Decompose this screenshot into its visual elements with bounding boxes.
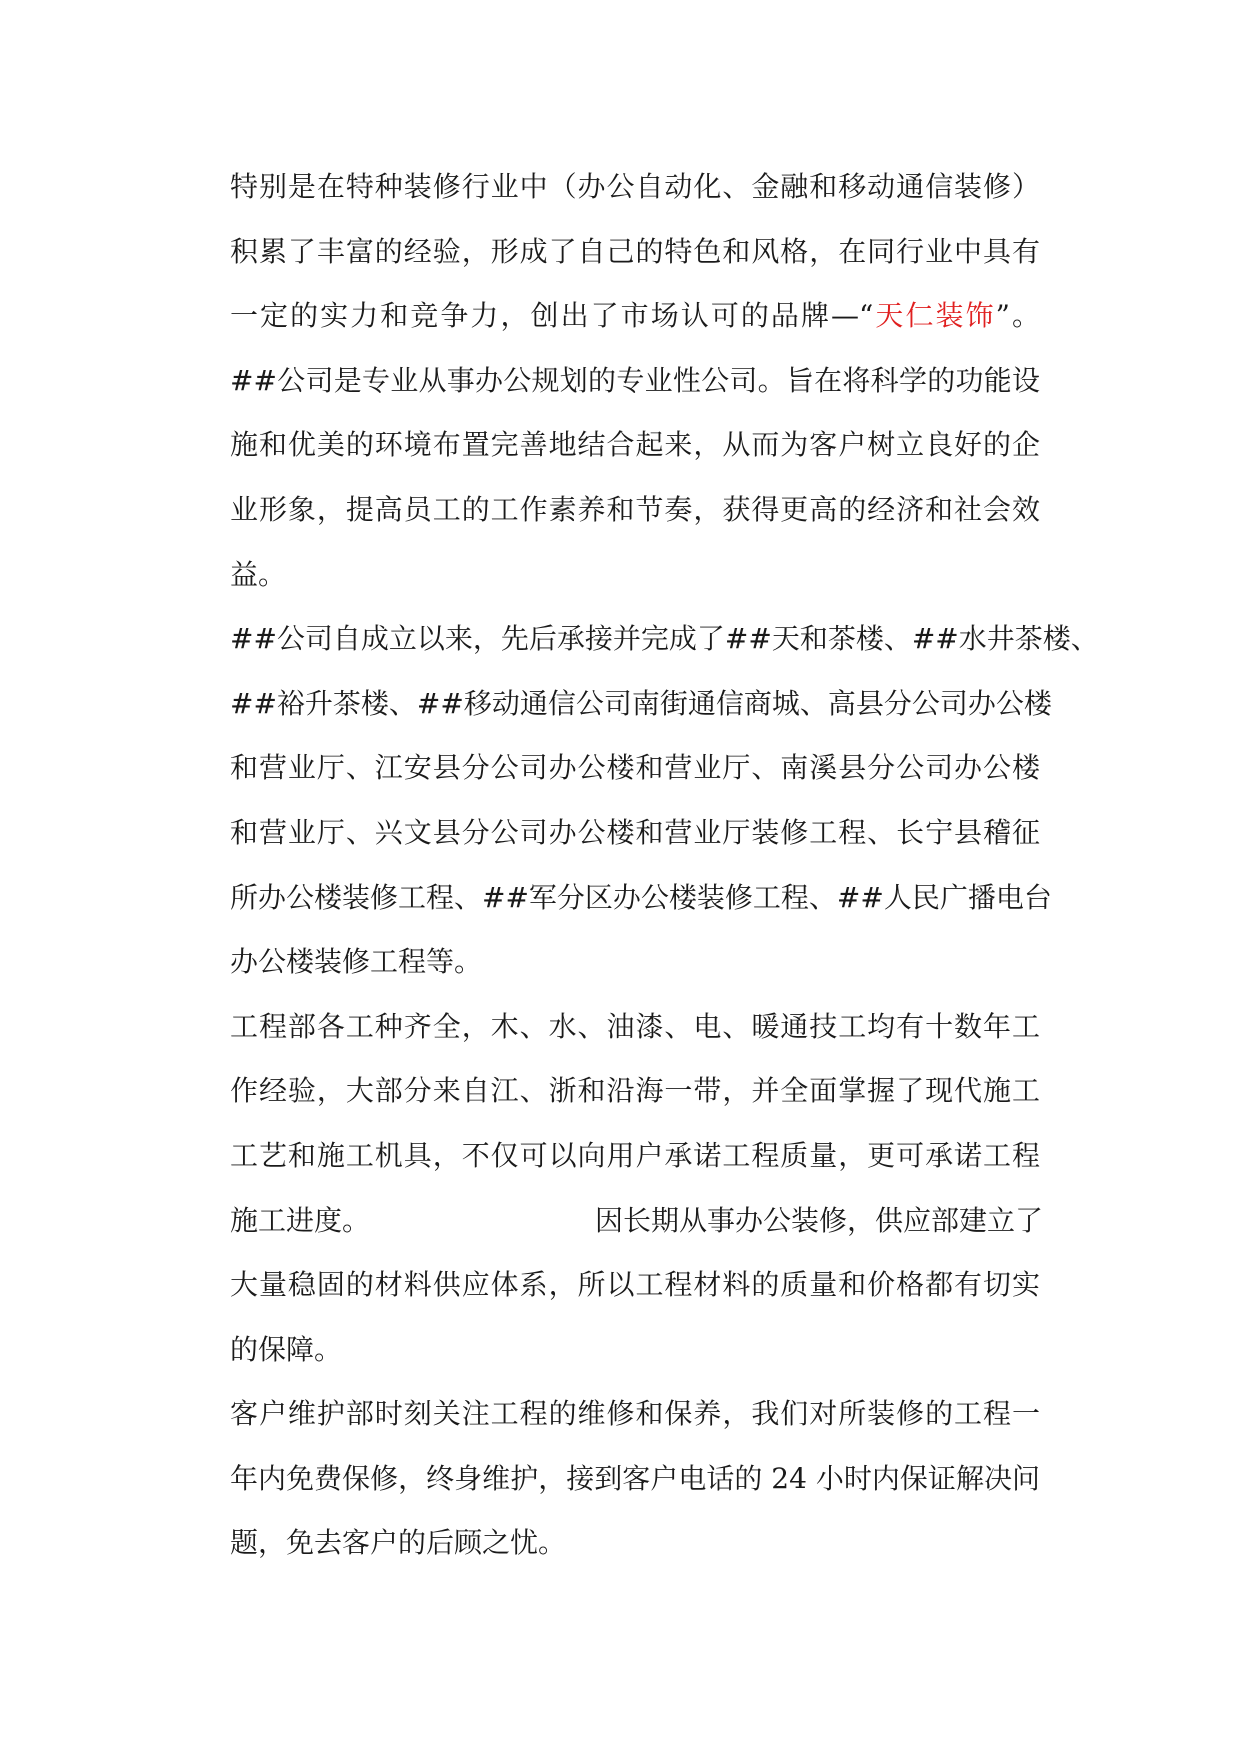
text-line: 作经验，大部分来自江、浙和沿海一带，并全面掌握了现代施工 — [230, 1074, 1040, 1108]
text-line: 施和优美的环境布置完善地结合起来，从而为客户树立良好的企 — [230, 428, 1040, 462]
brand-line-prefix: 一定的实力和竞争力，创出了市场认可的品牌—“ — [230, 299, 874, 333]
split-line-right: 因长期从事办公装修，供应部建立了 — [595, 1203, 1044, 1237]
text-line: 客户维护部时刻关注工程的维修和保养，我们对所装修的工程一 — [230, 1397, 1040, 1431]
text-line: ##公司是专业从事办公规划的专业性公司。旨在将科学的功能设 — [230, 363, 1040, 397]
text-line: 业形象，提高员工的工作素养和节奏，获得更高的经济和社会效 — [230, 492, 1040, 526]
text-line: 工艺和施工机具，不仅可以向用户承诺工程质量，更可承诺工程 — [230, 1138, 1040, 1172]
split-line-left: 施工进度。 — [230, 1203, 371, 1237]
text-line: ##公司自成立以来，先后承接并完成了##天和茶楼、##水井茶楼、 — [230, 622, 1099, 656]
text-line: 的保障。 — [230, 1332, 343, 1366]
text-line: 特别是在特种装修行业中（办公自动化、金融和移动通信装修） — [230, 170, 1040, 203]
text-line: 大量稳固的材料供应体系，所以工程材料的质量和价格都有切实 — [230, 1268, 1040, 1302]
text-line: 工程部各工种齐全，木、水、油漆、电、暖通技工均有十数年工 — [230, 1009, 1040, 1043]
brand-name: 天仁装饰 — [873, 299, 996, 333]
document-body — [230, 155, 1099, 1576]
text-line: 所办公楼装修工程、##军分区办公楼装修工程、##人民广播电台 — [230, 880, 1052, 914]
text-line: 积累了丰富的经验，形成了自己的特色和风格，在同行业中具有 — [230, 234, 1040, 268]
brand-line — [230, 284, 1040, 349]
split-line — [230, 1189, 1044, 1254]
text-line: 题，免去客户的后顾之忧。 — [230, 1526, 567, 1560]
text-line: ##裕升茶楼、##移动通信公司南街通信商城、高县分公司办公楼 — [230, 686, 1052, 720]
text-line: 和营业厅、兴文县分公司办公楼和营业厅装修工程、长宁县稽征 — [230, 815, 1040, 849]
brand-line-suffix: ”。 — [995, 299, 1040, 333]
text-line: 办公楼装修工程等。 — [230, 945, 483, 979]
text-line: 和营业厅、江安县分公司办公楼和营业厅、南溪县分公司办公楼 — [230, 751, 1040, 785]
text-line: 益。 — [230, 557, 287, 591]
text-line: 年内免费保修，终身维护，接到客户电话的 24 小时内保证解决问 — [230, 1461, 1040, 1495]
